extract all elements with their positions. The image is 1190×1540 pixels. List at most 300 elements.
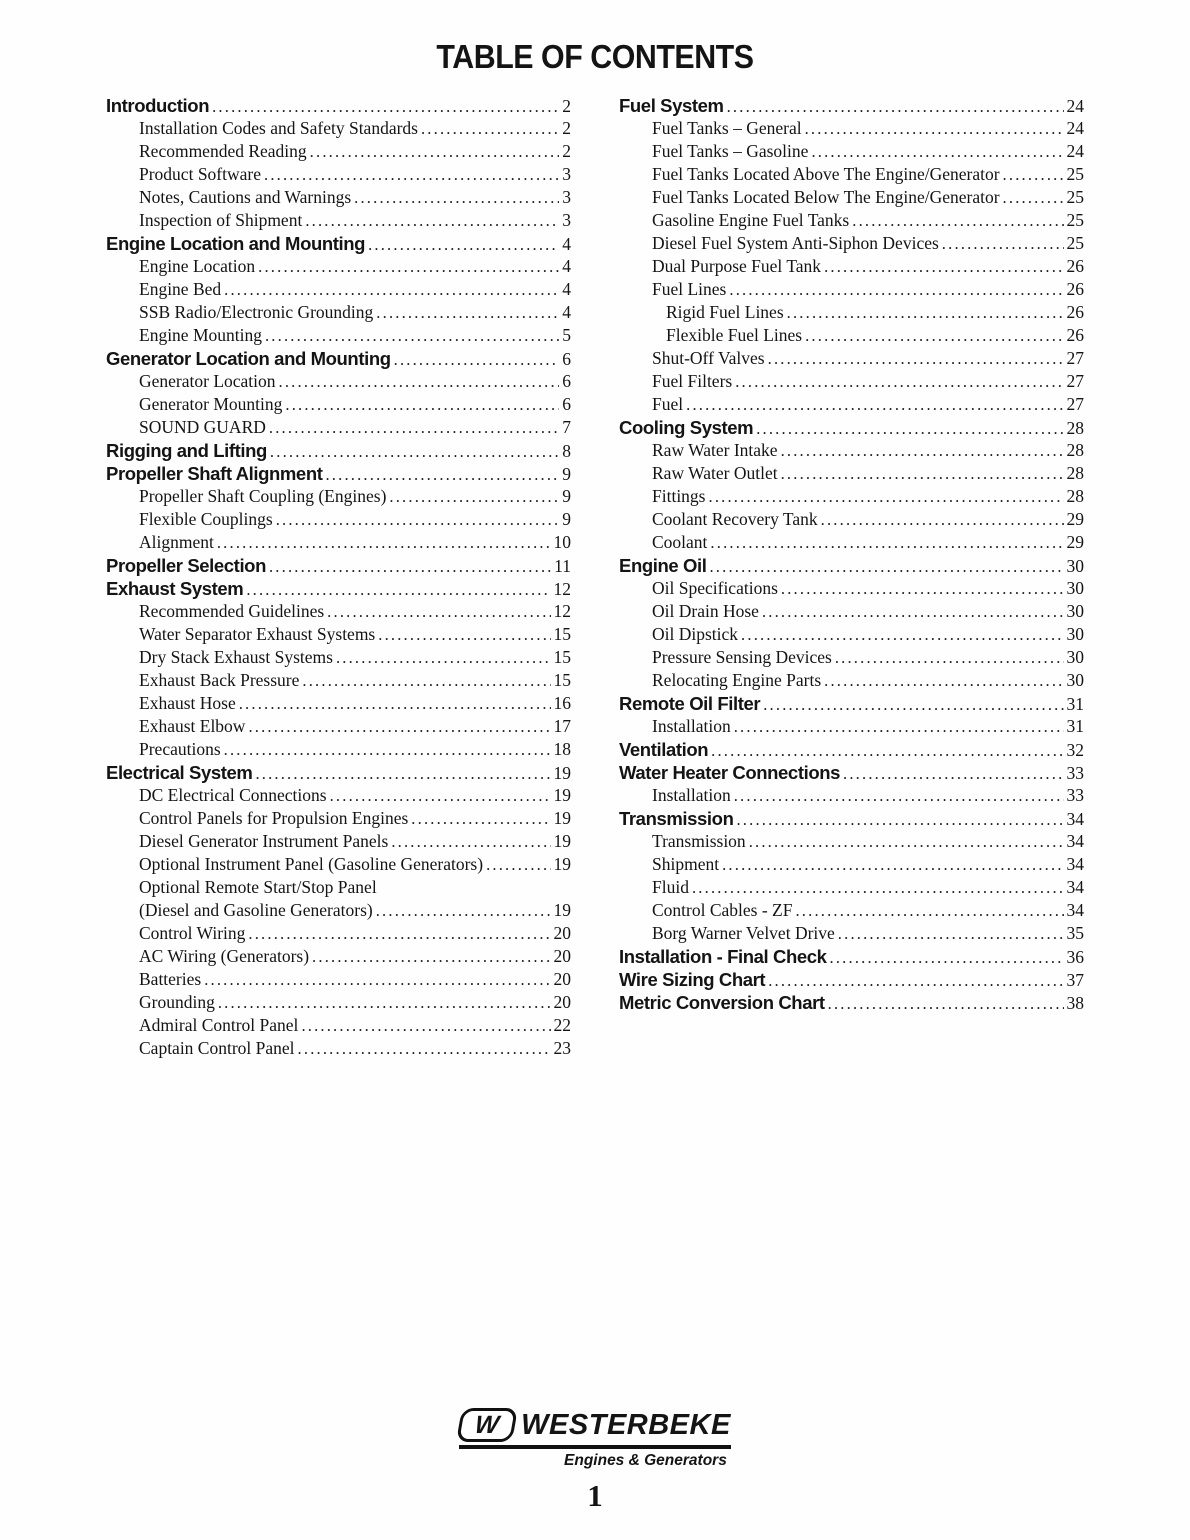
toc-entry-label: Rigid Fuel Lines [666, 302, 784, 322]
toc-section-heading [106, 761, 571, 784]
toc-entry-page: 24 [1066, 118, 1084, 138]
toc-entry [106, 738, 571, 761]
dot-leader [1003, 163, 1064, 186]
toc-entry [106, 186, 571, 209]
toc-entry-label: Introduction [106, 95, 210, 116]
toc-entry [619, 232, 1084, 255]
toc-entry-label: Propeller Shaft Alignment [106, 463, 323, 484]
toc-entry-label: Propeller Shaft Coupling (Engines) [139, 486, 387, 506]
toc-entry-page: 29 [1066, 509, 1084, 529]
dot-leader [217, 531, 551, 554]
toc-entry-label: (Diesel and Gasoline Generators) [139, 900, 373, 920]
toc-entry [106, 623, 571, 646]
dot-leader [843, 762, 1063, 785]
toc-entry-label: Rigging and Lifting [106, 440, 267, 461]
toc-entry [619, 301, 1084, 324]
toc-entry [619, 186, 1084, 209]
toc-entry-page: 22 [553, 1015, 571, 1035]
toc-entry-page: 28 [1066, 418, 1084, 438]
dot-leader [218, 991, 551, 1014]
toc-entry [106, 922, 571, 945]
dot-leader [821, 508, 1064, 531]
dot-leader [305, 209, 559, 232]
dot-leader [246, 578, 550, 601]
toc-entry [619, 439, 1084, 462]
toc-entry-page: 17 [553, 716, 571, 736]
toc-entry-label: Admiral Control Panel [139, 1015, 299, 1035]
dot-leader [749, 830, 1064, 853]
toc-entry-label: Generator Mounting [139, 394, 283, 414]
toc-entry-page: 28 [1066, 463, 1084, 483]
toc-entry [106, 117, 571, 140]
dot-leader [248, 715, 550, 738]
toc-section-heading [619, 94, 1084, 117]
toc-entry-page: 3 [562, 210, 571, 230]
toc-entry-page: 19 [553, 785, 571, 805]
dot-leader [391, 830, 550, 853]
toc-entry [106, 324, 571, 347]
dot-leader [709, 555, 1063, 578]
toc-entry-label: Installation - Final Check [619, 946, 827, 967]
toc-entry-label: Product Software [139, 164, 261, 184]
dot-leader [722, 853, 1063, 876]
toc-entry-label: Electrical System [106, 762, 253, 783]
toc-entry-label: Fuel Tanks Located Below The Engine/Generator [652, 187, 1000, 207]
toc-entry [106, 600, 571, 623]
toc-entry-page: 28 [1066, 440, 1084, 460]
dot-leader [224, 738, 551, 761]
toc-entry-label: Fluid [652, 877, 689, 897]
dot-leader [389, 485, 559, 508]
toc-entry-page: 2 [562, 141, 571, 161]
toc-entry-label: Engine Location and Mounting [106, 233, 366, 254]
toc-entry-label: Installation [652, 785, 731, 805]
dot-leader [376, 899, 551, 922]
toc-entry [106, 140, 571, 163]
toc-entry-page: 2 [562, 118, 571, 138]
toc-entry [619, 646, 1084, 669]
toc-entry-page: 33 [1066, 763, 1084, 783]
toc-section-heading [106, 439, 571, 462]
toc-entry [106, 1014, 571, 1037]
toc-entry-label: Diesel Generator Instrument Panels [139, 831, 389, 851]
toc-section-heading [619, 554, 1084, 577]
dot-leader [330, 784, 551, 807]
toc-entry-label: Batteries [139, 969, 202, 989]
dot-leader [276, 508, 560, 531]
toc-entry-page: 29 [1066, 532, 1084, 552]
toc-section-heading [106, 347, 571, 370]
toc-entry-label: Recommended Reading [139, 141, 307, 161]
toc-entry-page: 4 [562, 234, 571, 254]
toc-entry-page: 20 [553, 969, 571, 989]
dot-leader [258, 255, 559, 278]
toc-entry-label: Water Heater Connections [619, 762, 841, 783]
toc-entry-page: 19 [553, 854, 571, 874]
dot-leader [302, 669, 550, 692]
logo-top-row [459, 1408, 731, 1449]
toc-entry-page: 15 [553, 670, 571, 690]
toc-entry-label: Generator Location and Mounting [106, 348, 391, 369]
toc-entry-page: 4 [562, 279, 571, 299]
toc-entry-label: Optional Instrument Panel (Gasoline Generators) [139, 854, 484, 874]
dot-leader [312, 945, 550, 968]
dot-leader [378, 623, 550, 646]
toc-entry-page: 23 [553, 1038, 571, 1058]
dot-leader [269, 555, 551, 578]
toc-entry [619, 278, 1084, 301]
toc-entry-page: 34 [1066, 854, 1084, 874]
toc-entry [619, 140, 1084, 163]
toc-section-heading [619, 968, 1084, 991]
toc-entry-label: Diesel Fuel System Anti-Siphon Devices [652, 233, 939, 253]
toc-entry [106, 968, 571, 991]
dot-leader [301, 1014, 550, 1037]
toc-entry-page: 27 [1066, 348, 1084, 368]
toc-entry-label: Installation [652, 716, 731, 736]
dot-leader [768, 347, 1064, 370]
dot-leader [692, 876, 1064, 899]
toc-entry-label: Exhaust Back Pressure [139, 670, 300, 690]
toc-entry [619, 347, 1084, 370]
toc-entry-label: Fittings [652, 486, 706, 506]
toc-section-heading [619, 807, 1084, 830]
dot-leader [486, 853, 550, 876]
dot-leader [265, 324, 559, 347]
toc-entry-label: DC Electrical Connections [139, 785, 327, 805]
toc-entry-page: 37 [1066, 970, 1084, 990]
toc-entry-page: 4 [562, 302, 571, 322]
dot-leader [781, 439, 1064, 462]
dot-leader [336, 646, 551, 669]
toc-section-heading [619, 416, 1084, 439]
dot-leader [354, 186, 559, 209]
dot-leader [735, 370, 1063, 393]
w-glyph: W [473, 1410, 502, 1439]
toc-entry [106, 991, 571, 1014]
toc-entry-label: Control Wiring [139, 923, 246, 943]
toc-entry [106, 255, 571, 278]
toc-entry-page: 34 [1066, 831, 1084, 851]
toc-entry [619, 485, 1084, 508]
toc-entry-page: 5 [562, 325, 571, 345]
dot-leader [805, 324, 1063, 347]
westerbeke-logo [459, 1408, 731, 1470]
dot-leader [285, 393, 559, 416]
toc-entry-label: Dual Purpose Fuel Tank [652, 256, 822, 276]
dot-leader [239, 692, 551, 715]
dot-leader [768, 969, 1063, 992]
dot-leader [1003, 186, 1064, 209]
toc-entry-page: 30 [1066, 647, 1084, 667]
toc-entry-label: Alignment [139, 532, 214, 552]
dot-leader [828, 992, 1064, 1015]
toc-entry-page: 34 [1066, 877, 1084, 897]
toc-entry-page: 24 [1066, 141, 1084, 161]
page-title: TABLE OF CONTENTS [436, 38, 754, 75]
toc-entry-label: Raw Water Outlet [652, 463, 778, 483]
toc-entry [619, 393, 1084, 416]
toc-entry-label: SSB Radio/Electronic Grounding [139, 302, 374, 322]
toc-entry-label: Engine Oil [619, 555, 707, 576]
toc-entry-page: 30 [1066, 578, 1084, 598]
toc-entry-page: 6 [562, 349, 571, 369]
toc-entry-label: Cooling System [619, 417, 754, 438]
toc-entry [106, 876, 571, 899]
toc-section-heading [106, 554, 571, 577]
toc-entry [619, 876, 1084, 899]
toc-entry [106, 370, 571, 393]
toc-entry-page: 12 [553, 579, 571, 599]
toc-entry [619, 669, 1084, 692]
dot-leader [270, 440, 559, 463]
toc-entry-page: 10 [553, 532, 571, 552]
toc-entry-label: Captain Control Panel [139, 1038, 295, 1058]
toc-entry-page: 19 [553, 900, 571, 920]
dot-leader [824, 669, 1063, 692]
toc-entry-page: 33 [1066, 785, 1084, 805]
dot-leader [736, 808, 1063, 831]
dot-leader [368, 233, 559, 256]
toc-entry-page: 9 [562, 509, 571, 529]
toc-entry-page: 11 [554, 556, 571, 576]
dot-leader [734, 784, 1064, 807]
dot-leader [204, 968, 550, 991]
toc-entry [106, 209, 571, 232]
dot-leader [224, 278, 559, 301]
toc-entry-page: 30 [1066, 624, 1084, 644]
toc-entry-page: 20 [553, 992, 571, 1012]
toc-entry-label: Engine Bed [139, 279, 222, 299]
toc-entry [619, 324, 1084, 347]
dot-leader [298, 1037, 551, 1060]
toc-entry-label: Grounding [139, 992, 215, 1012]
dot-leader [421, 117, 559, 140]
toc-entry-label: SOUND GUARD [139, 417, 266, 437]
toc-entry [106, 899, 571, 922]
dot-leader [269, 416, 559, 439]
dot-leader [734, 715, 1064, 738]
dot-leader [811, 140, 1063, 163]
toc-entry-label: Water Separator Exhaust Systems [139, 624, 376, 644]
toc-entry [106, 945, 571, 968]
toc-entry-label: Fuel Tanks – Gasoline [652, 141, 809, 161]
toc-entry-page: 31 [1066, 716, 1084, 736]
brand-name: WESTERBEKE [521, 1408, 731, 1441]
toc-entry-label: Transmission [619, 808, 734, 829]
dot-leader [212, 95, 559, 118]
toc-entry-page: 36 [1066, 947, 1084, 967]
toc-entry-label: Inspection of Shipment [139, 210, 303, 230]
toc-entry-page: 30 [1066, 556, 1084, 576]
toc-entry [619, 163, 1084, 186]
toc-entry-label: Remote Oil Filter [619, 693, 761, 714]
toc-entry-label: Gasoline Engine Fuel Tanks [652, 210, 850, 230]
toc-entry-label: AC Wiring (Generators) [139, 946, 310, 966]
toc-entry-page: 15 [553, 647, 571, 667]
dot-leader [830, 946, 1064, 969]
toc-entry-label: Wire Sizing Chart [619, 969, 766, 990]
dot-leader [376, 301, 559, 324]
toc-entry-page: 31 [1066, 694, 1084, 714]
toc-entry-page: 30 [1066, 670, 1084, 690]
toc-section-heading [106, 462, 571, 485]
toc-entry-label: Metric Conversion Chart [619, 992, 825, 1013]
toc-entry-label: Exhaust System [106, 578, 244, 599]
toc-entry-page: 15 [553, 624, 571, 644]
toc-entry-label: Coolant Recovery Tank [652, 509, 818, 529]
toc-entry-label: Shut-Off Valves [652, 348, 765, 368]
dot-leader [255, 762, 550, 785]
toc-section-heading [619, 945, 1084, 968]
toc-section-heading [619, 991, 1084, 1014]
footer [0, 1408, 1190, 1514]
toc-entry-label: Ventilation [619, 739, 709, 760]
toc-entry-label: Fuel System [619, 95, 724, 116]
toc-entry [106, 830, 571, 853]
toc-entry [619, 209, 1084, 232]
toc-entry-label: Propeller Selection [106, 555, 266, 576]
toc-entry [619, 600, 1084, 623]
dot-leader [709, 485, 1064, 508]
toc-entry [106, 853, 571, 876]
toc-entry [619, 784, 1084, 807]
toc-entry [106, 508, 571, 531]
toc-entry-page: 18 [553, 739, 571, 759]
toc-entry [619, 508, 1084, 531]
dot-leader [248, 922, 550, 945]
toc-entry-label: Borg Warner Velvet Drive [652, 923, 835, 943]
toc-entry [619, 853, 1084, 876]
dot-leader [762, 600, 1064, 623]
toc-entry-page: 27 [1066, 394, 1084, 414]
toc-entry-label: Control Panels for Propulsion Engines [139, 808, 409, 828]
toc-entry [106, 692, 571, 715]
toc-entry-label: Engine Mounting [139, 325, 262, 345]
toc-entry-label: Generator Location [139, 371, 276, 391]
toc-section-heading [106, 232, 571, 255]
toc-entry-label: Pressure Sensing Devices [652, 647, 832, 667]
toc-entry-page: 26 [1066, 302, 1084, 322]
toc-entry [106, 163, 571, 186]
dot-leader [394, 348, 560, 371]
toc-entry [106, 393, 571, 416]
toc-entry-page: 6 [562, 394, 571, 414]
toc-entry-page: 9 [562, 464, 571, 484]
toc-entry-label: Precautions [139, 739, 221, 759]
dot-leader [741, 623, 1063, 646]
toc-section-heading [106, 577, 571, 600]
toc-entry [106, 807, 571, 830]
dot-leader [805, 117, 1064, 140]
toc-entry-label: Oil Drain Hose [652, 601, 759, 621]
toc-column-right [619, 94, 1084, 1060]
toc-entry-label: Fuel Lines [652, 279, 727, 299]
toc-section-heading [619, 692, 1084, 715]
toc-entry-page: 38 [1066, 993, 1084, 1013]
toc-section-heading [106, 94, 571, 117]
dot-leader [787, 301, 1064, 324]
dot-leader [710, 531, 1063, 554]
dot-leader [756, 417, 1063, 440]
toc-entry-label: Control Cables - ZF [652, 900, 793, 920]
toc-entry [619, 715, 1084, 738]
toc-entry [619, 370, 1084, 393]
toc-entry-page: 6 [562, 371, 571, 391]
toc-entry-page: 34 [1066, 900, 1084, 920]
dot-leader [411, 807, 550, 830]
toc-entry-label: Flexible Couplings [139, 509, 273, 529]
toc-entry-page: 3 [562, 187, 571, 207]
dot-leader [763, 693, 1063, 716]
dot-leader [838, 922, 1064, 945]
dot-leader [727, 95, 1064, 118]
toc-entry-label: Exhaust Hose [139, 693, 236, 713]
page-number: 1 [587, 1478, 603, 1513]
toc-entry-page: 24 [1066, 96, 1084, 116]
toc-entry [106, 301, 571, 324]
toc-entry [619, 117, 1084, 140]
toc-entry-page: 28 [1066, 486, 1084, 506]
toc-entry-label: Flexible Fuel Lines [666, 325, 803, 345]
toc-entry-label: Fuel Filters [652, 371, 733, 391]
dot-leader [795, 899, 1063, 922]
toc-columns [106, 94, 1084, 1060]
toc-entry [619, 577, 1084, 600]
dot-leader [279, 370, 560, 393]
toc-entry-label: Installation Codes and Safety Standards [139, 118, 418, 138]
toc-entry-page: 16 [553, 693, 571, 713]
dot-leader [781, 577, 1064, 600]
toc-entry-label: Transmission [652, 831, 746, 851]
toc-entry-page: 25 [1066, 164, 1084, 184]
toc-entry-label: Relocating Engine Parts [652, 670, 822, 690]
dot-leader [686, 393, 1063, 416]
dot-leader [310, 140, 560, 163]
toc-entry [619, 922, 1084, 945]
toc-entry-page: 19 [553, 763, 571, 783]
toc-entry-label: Shipment [652, 854, 720, 874]
toc-entry [106, 784, 571, 807]
toc-entry-label: Dry Stack Exhaust Systems [139, 647, 333, 667]
toc-entry-label: Oil Specifications [652, 578, 778, 598]
toc-entry [619, 255, 1084, 278]
toc-entry-label: Fuel Tanks – General [652, 118, 802, 138]
toc-entry-label: Fuel Tanks Located Above The Engine/Generator [652, 164, 1000, 184]
dot-leader [264, 163, 559, 186]
toc-entry-label: Recommended Guidelines [139, 601, 325, 621]
toc-entry [106, 416, 571, 439]
toc-entry [106, 646, 571, 669]
westerbeke-w-icon [456, 1408, 518, 1442]
toc-entry-label: Engine Location [139, 256, 256, 276]
toc-entry-page: 7 [562, 417, 571, 437]
toc-entry-label: Notes, Cautions and Warnings [139, 187, 352, 207]
toc-entry-page: 19 [553, 808, 571, 828]
toc-entry-page: 27 [1066, 371, 1084, 391]
dot-leader [327, 600, 550, 623]
toc-entry-page: 9 [562, 486, 571, 506]
toc-entry [619, 899, 1084, 922]
dot-leader [852, 209, 1063, 232]
toc-entry-page: 4 [562, 256, 571, 276]
toc-entry-label: Oil Dipstick [652, 624, 739, 644]
toc-entry [106, 278, 571, 301]
toc-entry-page: 12 [553, 601, 571, 621]
toc-entry [619, 830, 1084, 853]
brand-tagline: Engines & Generators [564, 1452, 727, 1469]
toc-entry [106, 669, 571, 692]
